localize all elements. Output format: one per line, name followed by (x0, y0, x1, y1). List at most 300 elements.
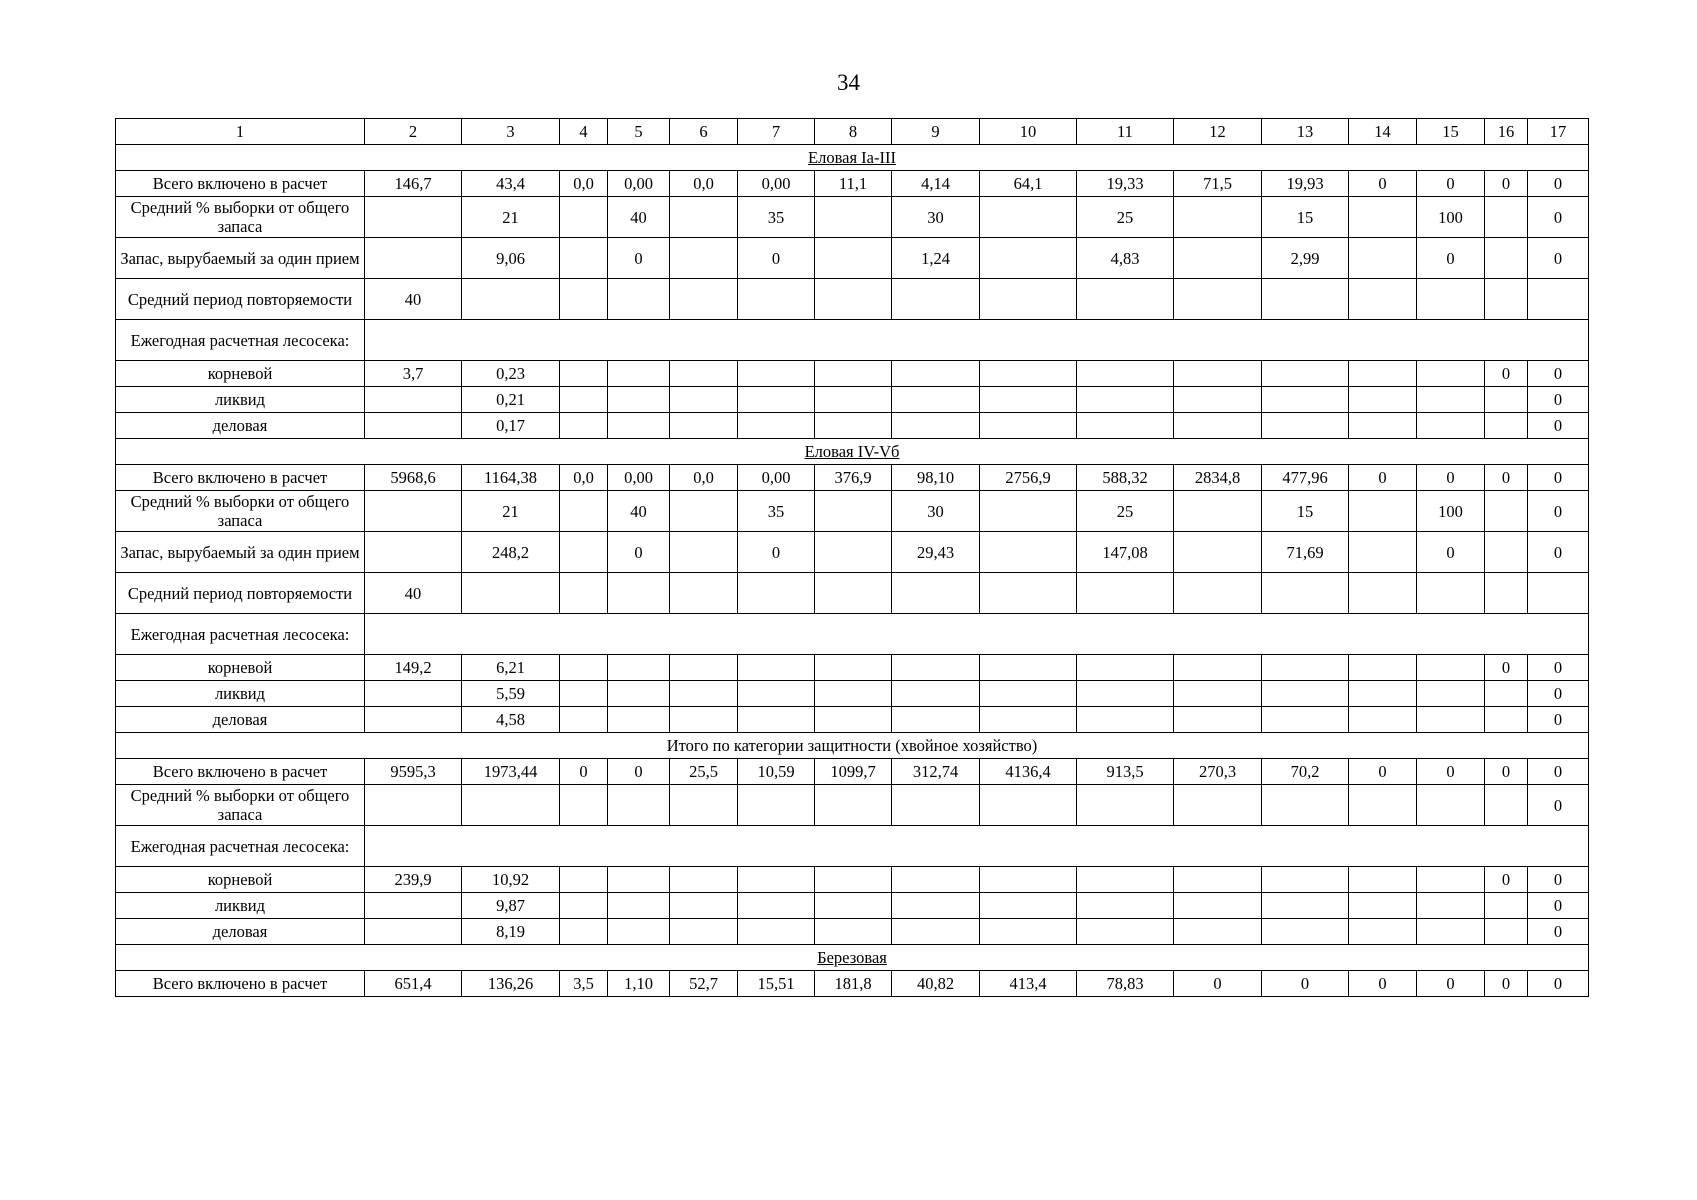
table-cell (1349, 532, 1417, 573)
table-cell: 0 (1485, 655, 1528, 681)
table-cell: 4,14 (892, 171, 980, 197)
table-cell (365, 197, 462, 238)
section-header-row (116, 945, 1589, 971)
table-cell: 10,59 (738, 759, 815, 785)
table-cell (670, 413, 738, 439)
table-cell: 0 (1528, 919, 1589, 945)
table-cell (1262, 867, 1349, 893)
table-cell: 3,7 (365, 361, 462, 387)
table-cell: 146,7 (365, 171, 462, 197)
table-cell (815, 197, 892, 238)
table-cell: 64,1 (980, 171, 1077, 197)
table-cell: 0 (1528, 465, 1589, 491)
table-cell: 1099,7 (815, 759, 892, 785)
table-cell: 25,5 (670, 759, 738, 785)
table-cell (1417, 279, 1485, 320)
table-cell (560, 867, 608, 893)
table-row (116, 413, 1589, 439)
table-cell (1349, 785, 1417, 826)
table-cell: 40 (365, 279, 462, 320)
table-cell (738, 681, 815, 707)
table-cell: 0 (1349, 465, 1417, 491)
table-cell (560, 707, 608, 733)
table-cell (892, 361, 980, 387)
row-label: Всего включено в расчет (116, 171, 365, 197)
table-cell: 147,08 (1077, 532, 1174, 573)
table-cell (1174, 707, 1262, 733)
table-cell (1349, 361, 1417, 387)
table-cell: 0 (1528, 759, 1589, 785)
table-row (116, 238, 1589, 279)
table-cell: 0 (1528, 491, 1589, 532)
table-cell: 9,06 (462, 238, 560, 279)
table-cell: 15 (1262, 491, 1349, 532)
column-number-header: 11 (1077, 119, 1174, 145)
table-cell (815, 491, 892, 532)
table-cell: 0,21 (462, 387, 560, 413)
table-cell (1417, 361, 1485, 387)
table-cell: 15,51 (738, 971, 815, 997)
table-cell: 35 (738, 197, 815, 238)
table-cell (1485, 919, 1528, 945)
section-title: Итого по категории защитности (хвойное хозяйство) (116, 733, 1589, 759)
table-cell (815, 655, 892, 681)
row-label: корневой (116, 361, 365, 387)
table-cell (980, 238, 1077, 279)
table-cell (738, 707, 815, 733)
table-cell (1485, 893, 1528, 919)
table-cell (1174, 279, 1262, 320)
table-row (116, 171, 1589, 197)
column-number-header: 1 (116, 119, 365, 145)
column-number-header: 3 (462, 119, 560, 145)
column-number-header: 12 (1174, 119, 1262, 145)
table-row (116, 197, 1589, 238)
table-cell: 2834,8 (1174, 465, 1262, 491)
table-cell: 43,4 (462, 171, 560, 197)
table-cell: 52,7 (670, 971, 738, 997)
table-cell (1485, 573, 1528, 614)
row-label: Средний % выборки от общего запаса (116, 785, 365, 826)
row-label: Всего включено в расчет (116, 759, 365, 785)
table-cell (1417, 387, 1485, 413)
table-cell (892, 919, 980, 945)
table-cell: 0 (1485, 971, 1528, 997)
table-cell: 2756,9 (980, 465, 1077, 491)
section-title: Еловая Ia-III (116, 145, 1589, 171)
table-cell: 4,83 (1077, 238, 1174, 279)
column-number-header: 10 (980, 119, 1077, 145)
table-cell (1349, 707, 1417, 733)
column-number-header: 15 (1417, 119, 1485, 145)
table-row (116, 759, 1589, 785)
table-cell: 0 (738, 532, 815, 573)
table-cell (1417, 573, 1485, 614)
table-cell (1485, 491, 1528, 532)
table-cell: 0 (1417, 759, 1485, 785)
table-cell (608, 867, 670, 893)
table-cell (1174, 867, 1262, 893)
row-label: Средний период повторяемости (116, 279, 365, 320)
table-cell (1417, 707, 1485, 733)
table-cell: 312,74 (892, 759, 980, 785)
table-cell: 0 (1485, 361, 1528, 387)
table-cell (608, 279, 670, 320)
table-cell (365, 532, 462, 573)
column-number-header: 5 (608, 119, 670, 145)
row-label: Всего включено в расчет (116, 971, 365, 997)
table-cell: 181,8 (815, 971, 892, 997)
table-cell: 0 (1528, 238, 1589, 279)
table-cell (462, 785, 560, 826)
table-cell (892, 893, 980, 919)
table-cell (1262, 361, 1349, 387)
table-cell (560, 361, 608, 387)
table-cell (1485, 197, 1528, 238)
table-cell: 0 (1417, 465, 1485, 491)
group-label-row (116, 826, 1589, 867)
table-cell (608, 707, 670, 733)
table-cell (1349, 573, 1417, 614)
column-number-header: 6 (670, 119, 738, 145)
table-cell: 0 (1485, 171, 1528, 197)
table-cell (670, 707, 738, 733)
table-cell (1262, 279, 1349, 320)
row-label: Запас, вырубаемый за один прием (116, 238, 365, 279)
table-cell (815, 532, 892, 573)
table-cell: 4,58 (462, 707, 560, 733)
table-cell: 149,2 (365, 655, 462, 681)
table-cell (560, 655, 608, 681)
table-cell (980, 785, 1077, 826)
table-cell (560, 387, 608, 413)
table-cell: 0 (1528, 413, 1589, 439)
table-cell (670, 491, 738, 532)
table-cell (892, 655, 980, 681)
table-cell (980, 707, 1077, 733)
table-cell (670, 681, 738, 707)
column-number-header: 2 (365, 119, 462, 145)
table-cell (1485, 785, 1528, 826)
table-cell: 0 (1417, 238, 1485, 279)
section-title: Еловая IV-Vб (116, 439, 1589, 465)
table-cell: 5,59 (462, 681, 560, 707)
table-cell: 0 (560, 759, 608, 785)
table-cell (738, 867, 815, 893)
table-cell: 270,3 (1174, 759, 1262, 785)
table-cell (1174, 681, 1262, 707)
table-cell (815, 785, 892, 826)
column-number-header: 14 (1349, 119, 1417, 145)
table-cell (1349, 197, 1417, 238)
row-label: деловая (116, 919, 365, 945)
table-cell (560, 279, 608, 320)
table-cell (670, 573, 738, 614)
table-cell: 35 (738, 491, 815, 532)
table-cell (1077, 387, 1174, 413)
table-cell (892, 707, 980, 733)
table-cell (892, 387, 980, 413)
table-body (116, 119, 1589, 997)
table-cell (365, 785, 462, 826)
column-number-header: 16 (1485, 119, 1528, 145)
table-cell (365, 681, 462, 707)
table-cell: 0 (608, 238, 670, 279)
table-cell (892, 867, 980, 893)
table-cell (1485, 387, 1528, 413)
table-cell: 1,24 (892, 238, 980, 279)
table-cell (1485, 681, 1528, 707)
table-cell (670, 532, 738, 573)
table-cell (1262, 919, 1349, 945)
table-cell (980, 919, 1077, 945)
forest-table (115, 118, 1589, 997)
row-label: ликвид (116, 387, 365, 413)
table-cell: 78,83 (1077, 971, 1174, 997)
table-cell (608, 361, 670, 387)
table-cell (670, 279, 738, 320)
table-cell (670, 238, 738, 279)
table-cell: 136,26 (462, 971, 560, 997)
table-cell (1077, 279, 1174, 320)
table-cell: 0 (1417, 532, 1485, 573)
row-label: Ежегодная расчетная лесосека: (116, 320, 365, 361)
table-cell: 0,0 (670, 465, 738, 491)
table-cell (980, 197, 1077, 238)
table-cell: 0,00 (608, 171, 670, 197)
table-cell (815, 279, 892, 320)
table-cell (1349, 238, 1417, 279)
table-cell: 1,10 (608, 971, 670, 997)
table-cell: 0,0 (560, 465, 608, 491)
table-cell (892, 681, 980, 707)
table-cell (608, 893, 670, 919)
table-row (116, 893, 1589, 919)
table-cell (560, 413, 608, 439)
table-cell (1077, 413, 1174, 439)
table-cell: 0 (1528, 867, 1589, 893)
table-row (116, 867, 1589, 893)
table-cell: 98,10 (892, 465, 980, 491)
column-number-header: 9 (892, 119, 980, 145)
table-cell: 0 (1528, 532, 1589, 573)
table-cell (980, 655, 1077, 681)
table-cell (670, 387, 738, 413)
column-number-header: 13 (1262, 119, 1349, 145)
table-cell (608, 919, 670, 945)
table-cell (892, 573, 980, 614)
table-cell: 0 (1528, 197, 1589, 238)
table-cell (1077, 919, 1174, 945)
table-cell (738, 387, 815, 413)
table-cell: 70,2 (1262, 759, 1349, 785)
table-cell (892, 279, 980, 320)
table-cell (1349, 655, 1417, 681)
table-cell (1417, 893, 1485, 919)
table-cell (815, 919, 892, 945)
table-cell: 0 (1528, 893, 1589, 919)
table-cell (1174, 532, 1262, 573)
table-cell (1174, 387, 1262, 413)
empty-cell (365, 826, 1589, 867)
table-cell (1174, 238, 1262, 279)
table-cell (738, 361, 815, 387)
table-cell (560, 893, 608, 919)
section-header-row (116, 439, 1589, 465)
table-cell: 100 (1417, 491, 1485, 532)
table-cell (1262, 573, 1349, 614)
table-cell (365, 387, 462, 413)
table-cell (1077, 867, 1174, 893)
table-cell: 15 (1262, 197, 1349, 238)
table-cell: 29,43 (892, 532, 980, 573)
table-cell (365, 491, 462, 532)
table-cell (1077, 893, 1174, 919)
table-cell: 5968,6 (365, 465, 462, 491)
table-cell: 4136,4 (980, 759, 1077, 785)
table-cell (1417, 785, 1485, 826)
table-cell: 3,5 (560, 971, 608, 997)
table-cell (1174, 491, 1262, 532)
table-cell: 0 (608, 532, 670, 573)
table-cell (1485, 707, 1528, 733)
table-cell: 0 (1349, 171, 1417, 197)
row-label: корневой (116, 655, 365, 681)
table-cell: 0 (1528, 971, 1589, 997)
table-cell (560, 491, 608, 532)
table-cell (560, 919, 608, 945)
table-cell (815, 707, 892, 733)
table-cell: 9595,3 (365, 759, 462, 785)
column-number-header: 8 (815, 119, 892, 145)
table-cell: 19,33 (1077, 171, 1174, 197)
table-cell (1174, 361, 1262, 387)
row-label: Ежегодная расчетная лесосека: (116, 614, 365, 655)
table-cell: 0 (1528, 785, 1589, 826)
table-cell (1262, 681, 1349, 707)
table-cell (1262, 893, 1349, 919)
table-cell (462, 573, 560, 614)
table-cell (980, 413, 1077, 439)
table-cell: 588,32 (1077, 465, 1174, 491)
table-row (116, 785, 1589, 826)
table-cell (1174, 893, 1262, 919)
table-cell (670, 785, 738, 826)
table-cell: 19,93 (1262, 171, 1349, 197)
table-cell: 30 (892, 491, 980, 532)
table-row (116, 919, 1589, 945)
table-row (116, 361, 1589, 387)
section-header-row (116, 145, 1589, 171)
row-label: Средний % выборки от общего запаса (116, 491, 365, 532)
table-cell (1349, 491, 1417, 532)
table-cell (1077, 655, 1174, 681)
table-row (116, 279, 1589, 320)
table-cell: 0 (1349, 971, 1417, 997)
table-cell (670, 919, 738, 945)
table-cell (560, 785, 608, 826)
table-cell (1262, 655, 1349, 681)
table-cell (608, 387, 670, 413)
table-cell (365, 707, 462, 733)
table-cell (608, 655, 670, 681)
table-row (116, 532, 1589, 573)
table-cell (560, 532, 608, 573)
table-cell (560, 197, 608, 238)
table-cell (1417, 681, 1485, 707)
table-cell: 0 (1485, 465, 1528, 491)
table-cell: 0 (1262, 971, 1349, 997)
table-cell: 10,92 (462, 867, 560, 893)
group-label-row (116, 320, 1589, 361)
table-cell: 0,23 (462, 361, 560, 387)
table-cell (608, 681, 670, 707)
table-cell: 913,5 (1077, 759, 1174, 785)
table-cell: 40 (365, 573, 462, 614)
table-cell (738, 279, 815, 320)
table-cell: 0,00 (608, 465, 670, 491)
table-cell (1174, 413, 1262, 439)
empty-cell (365, 614, 1589, 655)
table-cell (608, 573, 670, 614)
table-cell: 6,21 (462, 655, 560, 681)
table-cell (980, 573, 1077, 614)
table-cell (1349, 681, 1417, 707)
table-cell: 0,00 (738, 171, 815, 197)
table-cell (1077, 707, 1174, 733)
table-cell: 21 (462, 491, 560, 532)
table-cell: 8,19 (462, 919, 560, 945)
table-cell (365, 919, 462, 945)
table-cell (738, 573, 815, 614)
table-cell (1349, 919, 1417, 945)
table-cell: 0 (608, 759, 670, 785)
table-cell (1262, 707, 1349, 733)
row-label: Средний % выборки от общего запаса (116, 197, 365, 238)
table-cell: 100 (1417, 197, 1485, 238)
table-row (116, 707, 1589, 733)
table-cell: 376,9 (815, 465, 892, 491)
table-cell (815, 387, 892, 413)
table-cell: 71,5 (1174, 171, 1262, 197)
table-cell (1417, 655, 1485, 681)
row-label: Средний период повторяемости (116, 573, 365, 614)
table-cell (670, 361, 738, 387)
table-cell (815, 867, 892, 893)
table-cell (560, 238, 608, 279)
table-cell: 21 (462, 197, 560, 238)
table-cell (1349, 413, 1417, 439)
table-cell: 0 (1485, 867, 1528, 893)
table-cell (1262, 387, 1349, 413)
table-cell: 0 (1528, 387, 1589, 413)
table-cell (1174, 197, 1262, 238)
table-cell: 0 (1528, 707, 1589, 733)
table-cell (1485, 279, 1528, 320)
table-cell (1349, 279, 1417, 320)
table-cell (980, 867, 1077, 893)
column-number-header: 4 (560, 119, 608, 145)
table-row (116, 491, 1589, 532)
table-cell (738, 893, 815, 919)
section-title: Березовая (116, 945, 1589, 971)
table-cell (980, 532, 1077, 573)
table-cell (1417, 867, 1485, 893)
table-cell: 0 (1528, 361, 1589, 387)
row-label: корневой (116, 867, 365, 893)
table-cell (1417, 919, 1485, 945)
table-cell: 40,82 (892, 971, 980, 997)
